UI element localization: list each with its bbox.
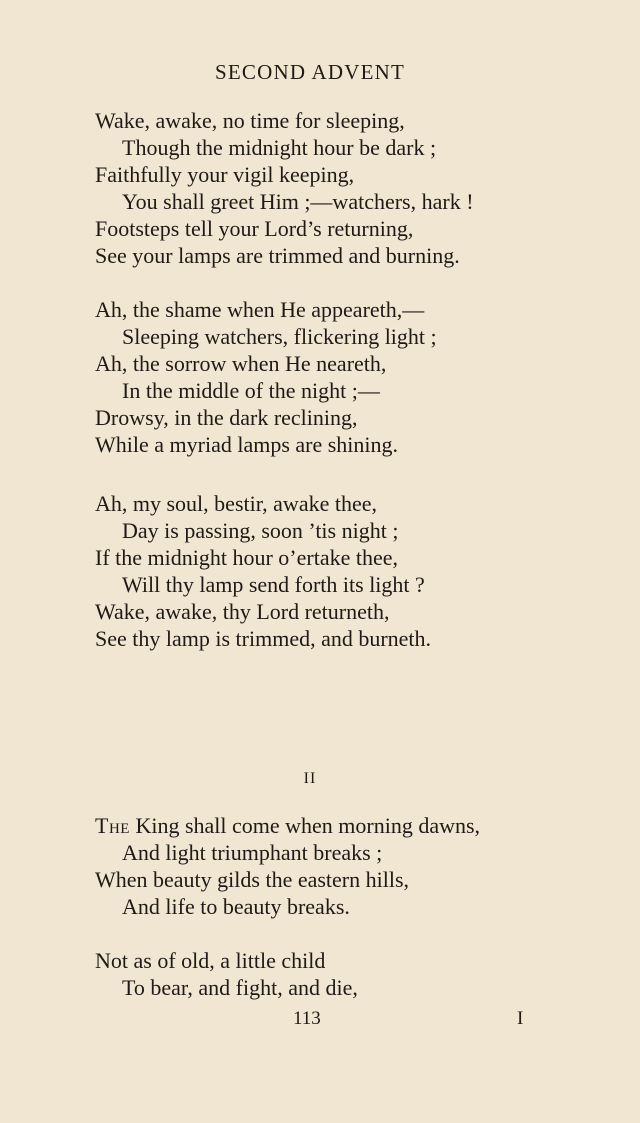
poem-line: Ah, the shame when He appeareth,— — [95, 297, 425, 322]
poem-line: Day is passing, soon ’tis night ; — [122, 518, 399, 543]
poem-line: Ah, the sorrow when He neareth, — [95, 351, 387, 376]
poem-line: Not as of old, a little child — [95, 948, 326, 973]
poem-line: In the middle of the night ;— — [122, 378, 380, 403]
poem-line: And light triumphant breaks ; — [122, 840, 383, 865]
poem-line: And life to beauty breaks. — [122, 894, 350, 919]
poem-line: Drowsy, in the dark reclining, — [95, 405, 358, 430]
poem-line: Though the midnight hour be dark ; — [122, 135, 437, 160]
poem-line: Ah, my soul, bestir, awake thee, — [95, 491, 377, 516]
poem-line: Sleeping watchers, flickering light ; — [122, 324, 437, 349]
poem-line: See thy lamp is trimmed, and burneth. — [95, 626, 432, 651]
poem-line: If the midnight hour o’ertake thee, — [95, 545, 399, 570]
page-number: 113 — [293, 1008, 321, 1029]
poem-line: Wake, awake, no time for sleeping, — [95, 108, 405, 133]
poem-line: You shall greet Him ;—watchers, hark ! — [122, 189, 474, 214]
opening-line-text: King shall come when morning dawns, — [129, 813, 481, 838]
section-number: II — [303, 770, 317, 787]
poem-line: Will thy lamp send forth its light ? — [122, 572, 425, 597]
poem-line: To bear, and fight, and die, — [122, 975, 358, 1000]
opening-word: The — [95, 813, 130, 838]
page-title: SECOND ADVENT — [214, 60, 406, 84]
poem-line: When beauty gilds the eastern hills, — [95, 867, 410, 892]
poem-line: See your lamps are trimmed and burning. — [95, 243, 460, 268]
signature-mark: I — [517, 1008, 524, 1029]
poem-line: Footsteps tell your Lord’s returning, — [95, 216, 414, 241]
poem-line: Faithfully your vigil keeping, — [95, 162, 355, 187]
poem-line: Wake, awake, thy Lord returneth, — [95, 599, 390, 624]
poem-line: While a myriad lamps are shining. — [95, 432, 399, 457]
poem-line — [95, 813, 480, 839]
